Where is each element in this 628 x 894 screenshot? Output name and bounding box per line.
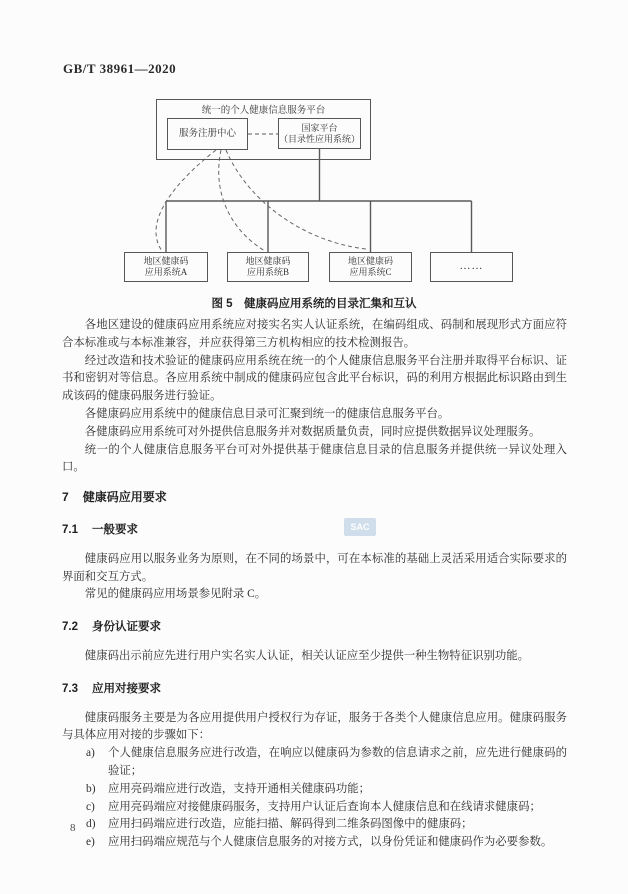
paragraph: 各健康码应用系统中的健康信息目录可汇聚到统一的健康信息服务平台。: [84, 407, 450, 420]
section-7-3-number: 7.3: [62, 682, 78, 695]
region-a-label-line1: 地区健康码: [143, 255, 189, 266]
standard-number: GB/T 38961—2020: [63, 61, 177, 76]
section-7-number: 7: [62, 490, 69, 505]
list-text: 应用亮码端应进行改造，支持开通相关健康码功能；: [108, 782, 370, 795]
list-item-d: [62, 816, 567, 834]
list-text: 应用亮码端应对接健康码服务，支持用户认证后查询本人健康信息和在线请求健康码；: [108, 800, 541, 813]
section-7-1-heading: [62, 522, 567, 540]
section-7-3-heading: [62, 681, 567, 699]
list-text: 个人健康信息服务应进行改造，在响应以健康码为参数的信息请求之前，应先进行健康码的验证；: [108, 747, 567, 777]
region-b-label-line1: 地区健康码: [245, 255, 291, 266]
paragraph: 健康码应用以服务业务为原则，在不同的场景中，可在本标准的基础上灵活采用适合实际要求的界面和交互方式。: [62, 552, 567, 583]
section-7-2-heading: [62, 619, 567, 637]
list-marker: c): [86, 800, 95, 813]
national-platform-box: [278, 118, 361, 149]
region-system-ellipsis-box: [430, 252, 513, 282]
paragraph: 统一的个人健康信息服务平台可对外提供基于健康信息目录的信息服务并提供统一异议处理入口。: [62, 443, 567, 474]
paragraph: 各地区建设的健康码应用系统应对接实名实人认证系统，在编码组成、码制和展现形式方面应符合本标准或与本标准兼容，并应获得第三方机构相应的技术检测报告。: [62, 319, 567, 349]
body-text-column: [62, 317, 567, 852]
sac-watermark: SAC: [344, 518, 376, 536]
section-7-2-title: 身份认证要求: [92, 621, 161, 634]
paragraph: 各健康码应用系统可对外提供信息服务并对数据质量负责，同时应提供数据异议处理服务。: [84, 425, 541, 438]
page-number: 8: [70, 822, 76, 834]
paragraph: 健康码出示前应先进行用户实名实人认证，相关认证应至少提供一种生物特征识别功能。: [84, 649, 530, 662]
service-registry-box: [167, 118, 248, 150]
national-platform-label-line1: 国家平台: [301, 122, 338, 133]
figure-5-caption: 图 5 健康码应用系统的目录汇集和互认: [211, 298, 417, 310]
section-7-1-number: 7.1: [62, 523, 78, 536]
list-text: 应用扫码端应进行改造，应能扫描、解码得到二维条码图像中的健康码；: [108, 818, 473, 831]
ellipsis-label: ……: [459, 260, 484, 273]
list-marker: b): [86, 782, 96, 795]
list-marker: a): [86, 747, 95, 760]
region-system-c-box: [329, 252, 412, 282]
region-a-label-line2: 应用系统A: [144, 267, 188, 277]
list-item-c: [62, 799, 567, 817]
section-7-1-title: 一般要求: [92, 523, 138, 536]
section-7-title: 健康码应用要求: [82, 490, 167, 505]
region-system-a-box: [124, 252, 208, 282]
list-item-b: [62, 781, 567, 799]
service-registry-label: 服务注册中心: [178, 129, 236, 139]
paragraph: 健康码服务主要是为各应用提供用户授权行为存证，服务于各类个人健康信息应用。健康码服务与具体应用对接的步骤如下：: [62, 711, 567, 742]
figure-5-diagram: [100, 92, 522, 290]
region-b-label-line2: 应用系统B: [246, 267, 289, 277]
list-text: 应用扫码端应规范与个人健康信息服务的对接方式，以身份凭证和健康码作为必要参数。: [108, 836, 553, 849]
region-system-b-box: [227, 252, 309, 282]
section-7-2-number: 7.2: [62, 621, 78, 634]
unified-platform-label: 统一的个人健康信息服务平台: [201, 106, 326, 116]
national-platform-label-line2: （目录性应用系统）: [279, 133, 361, 144]
list-marker: d): [86, 818, 96, 831]
list-marker: e): [86, 836, 95, 849]
section-7-3-title: 应用对接要求: [92, 682, 161, 695]
list-item-e: [62, 834, 567, 852]
region-c-label-line1: 地区健康码: [347, 255, 393, 266]
list-item-a: [62, 745, 567, 781]
region-c-label-line2: 应用系统C: [349, 267, 392, 277]
section-7-heading: [62, 489, 567, 507]
paragraph: 经过改造和技术验证的健康码应用系统在统一的个人健康信息服务平台注册并取得平台标识、证书和密钥对等信息。各应用系统中制成的健康码应包含此平台标识，码的利用方根据此标识路由到生成该码的健康码服务进行验证。: [62, 354, 567, 403]
paragraph: 常见的健康码应用场景参见附录 C。: [84, 588, 267, 601]
